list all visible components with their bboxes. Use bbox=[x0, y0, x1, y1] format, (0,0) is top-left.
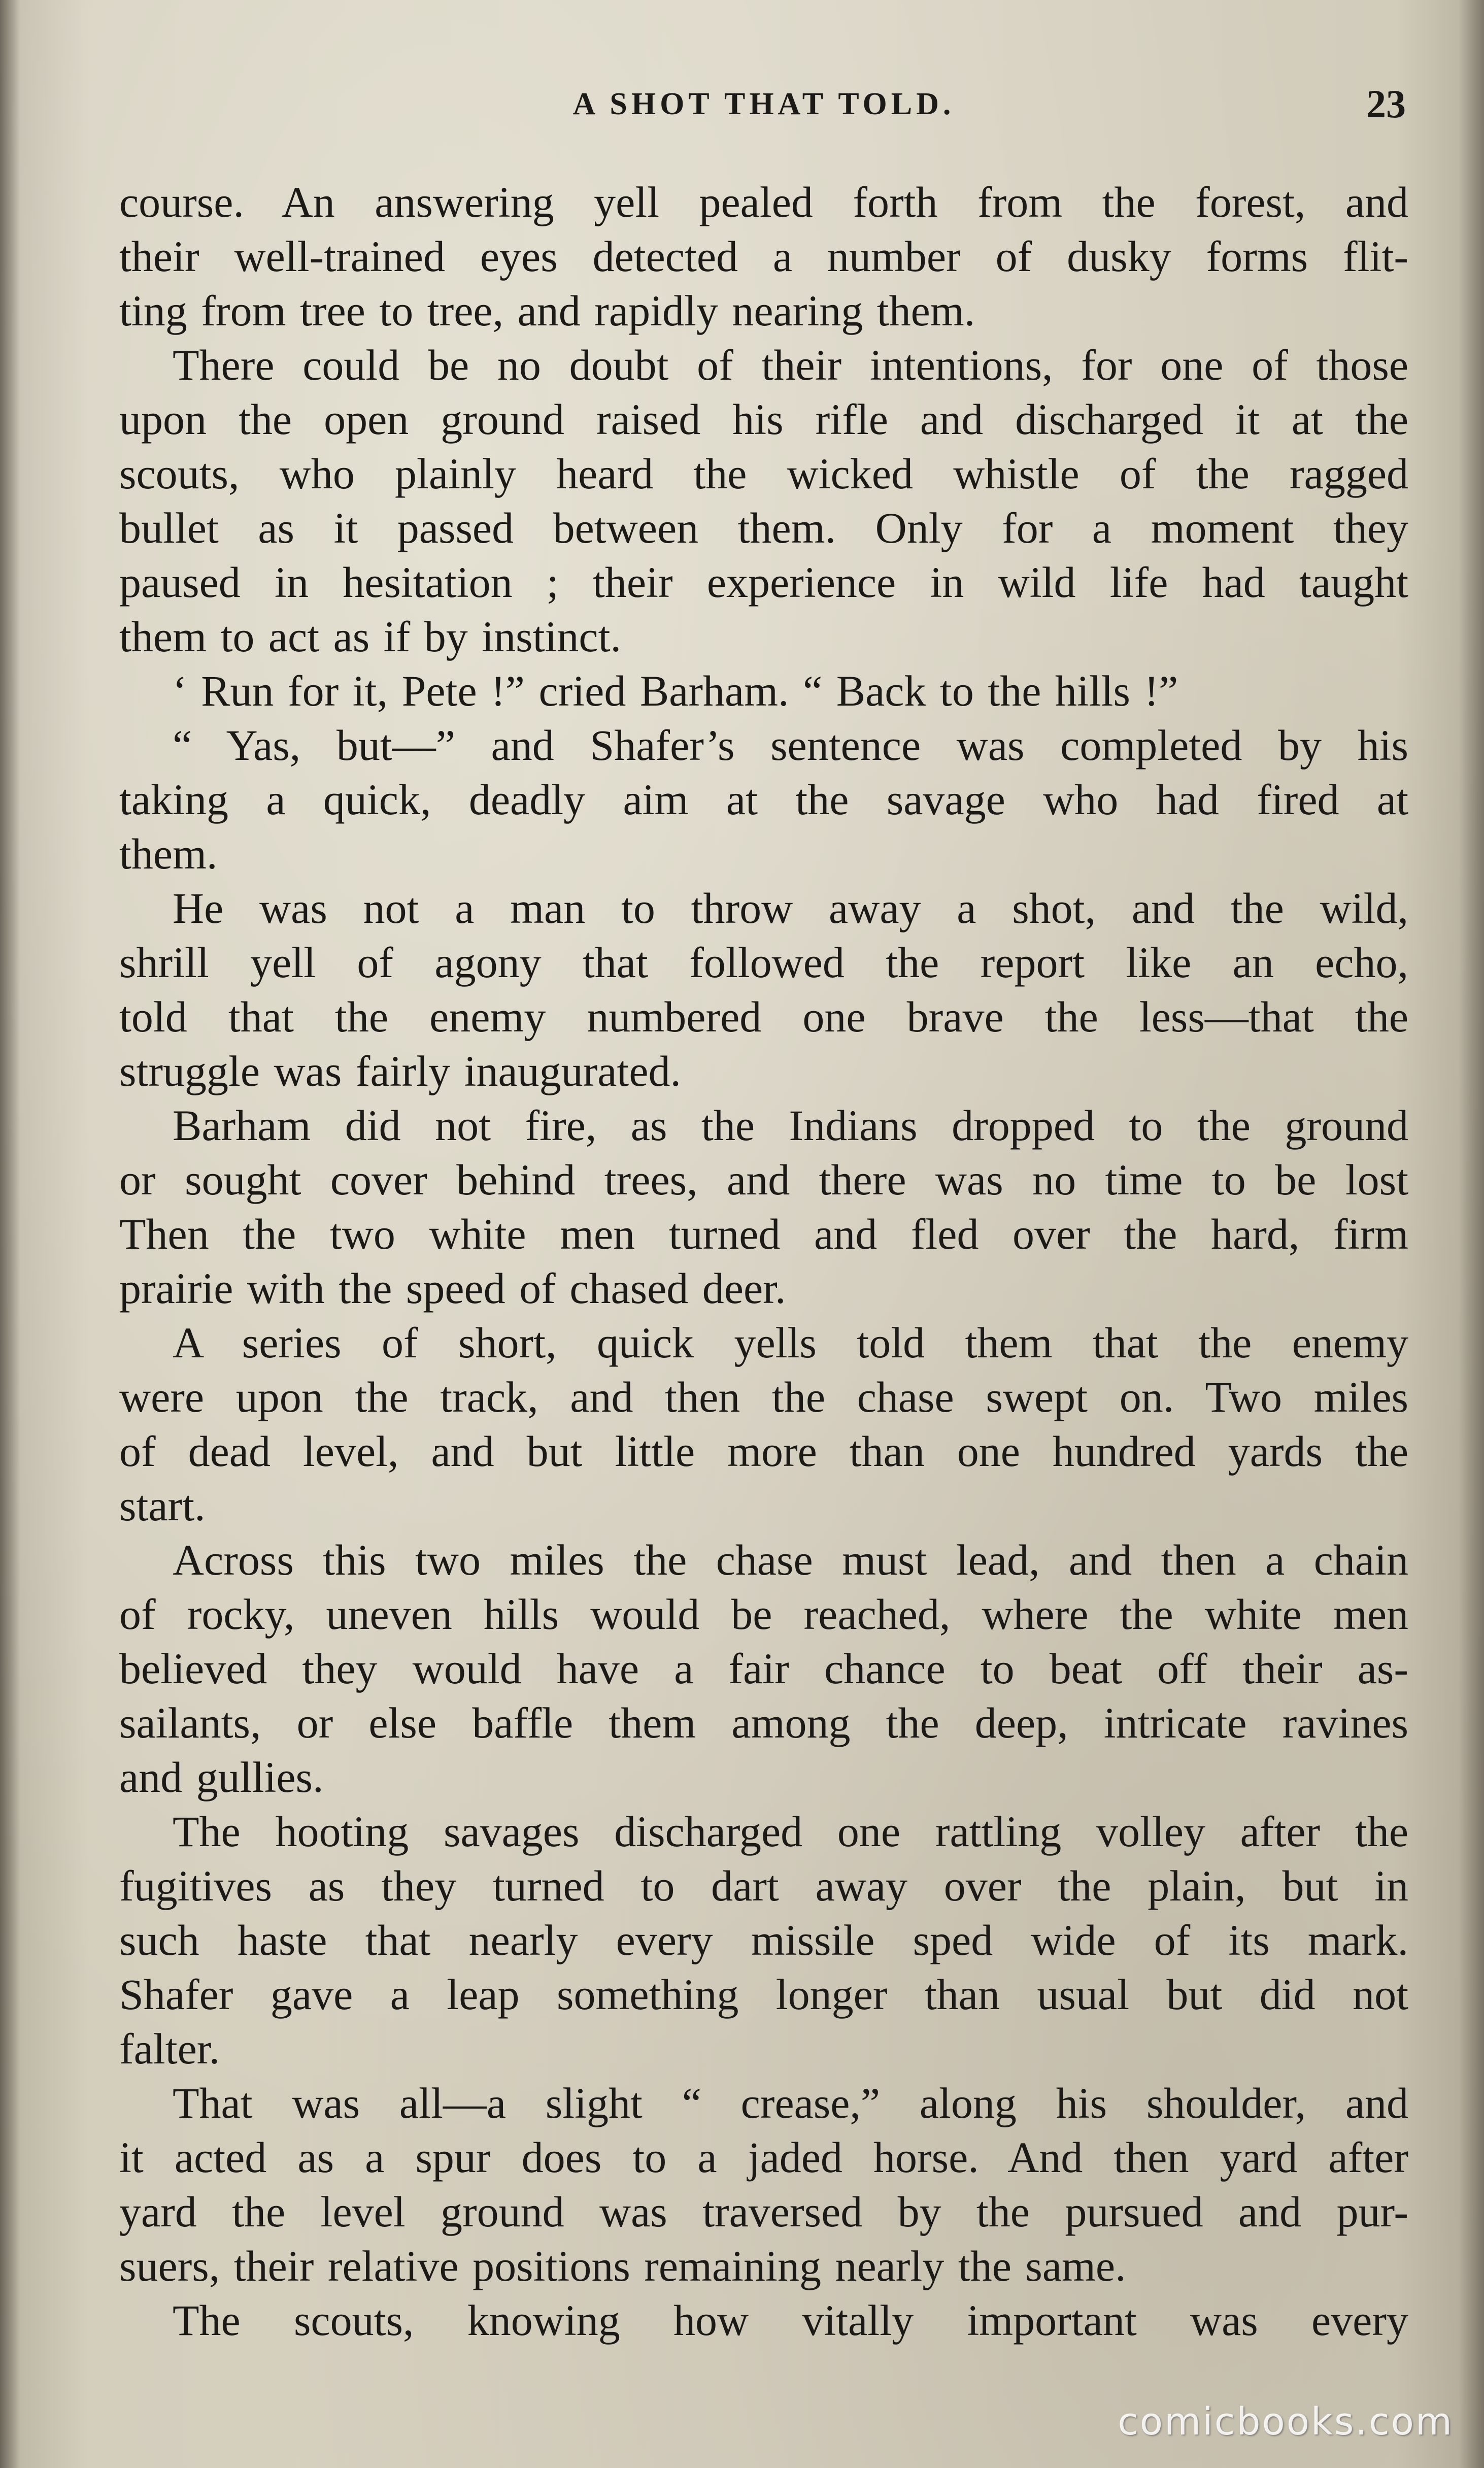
text-line: of dead level, and but little more than one hundred yards the bbox=[119, 1427, 1408, 1476]
text-line: Barham did not fire, as the Indians dropped to the ground bbox=[173, 1101, 1408, 1150]
text-line: were upon the track, and then the chase swept on. Two miles bbox=[119, 1373, 1408, 1421]
text-line: scouts, who plainly heard the wicked whistle of the ragged bbox=[119, 449, 1408, 498]
text-line: “ Yas, but—” and Shafer’s sentence was completed by his bbox=[173, 721, 1408, 770]
text-line: upon the open ground raised his rifle and discharged it at the bbox=[119, 395, 1408, 444]
text-line: it acted as a spur does to a jaded horse. And then yard after bbox=[119, 2133, 1408, 2182]
text-line: them to act as if by instinct. bbox=[119, 612, 621, 661]
text-line: such haste that nearly every missile sped wide of its mark. bbox=[119, 1916, 1408, 1964]
text-line: their well-trained eyes detected a number of dusky forms flit- bbox=[119, 232, 1408, 281]
text-line: yard the level ground was traversed by the pursued and pur- bbox=[119, 2187, 1408, 2236]
text-line: fugitives as they turned to dart away over the plain, but in bbox=[119, 1861, 1408, 1910]
text-line: bullet as it passed between them. Only for a moment they bbox=[119, 504, 1408, 552]
text-line: sailants, or else baffle them among the deep, intricate ravines bbox=[119, 1698, 1408, 1747]
text-line: struggle was fairly inaugurated. bbox=[119, 1047, 681, 1095]
text-line: taking a quick, deadly aim at the savage who had fired at bbox=[119, 775, 1408, 824]
site-watermark: comicbooks.com bbox=[1118, 2400, 1454, 2444]
text-line: The scouts, knowing how vitally important was every bbox=[173, 2296, 1408, 2345]
text-line: ting from tree to tree, and rapidly nearing them. bbox=[119, 286, 975, 335]
text-line: start. bbox=[119, 1481, 206, 1530]
text-line: falter. bbox=[119, 2024, 220, 2073]
running-head: A SHOT THAT TOLD. bbox=[572, 87, 955, 121]
text-line: ‘ Run for it, Pete !” cried Barham. “ Back to the hills !” bbox=[173, 666, 1178, 715]
page-number: 23 bbox=[1366, 82, 1406, 126]
body-text bbox=[119, 175, 1408, 2348]
text-line: Shafer gave a leap something longer than usual but did not bbox=[119, 1970, 1408, 2019]
text-line: or sought cover behind trees, and there was no time to be lost bbox=[119, 1155, 1408, 1204]
text-line: Then the two white men turned and fled over the hard, firm bbox=[119, 1210, 1408, 1258]
text-line: them. bbox=[119, 829, 218, 878]
text-line: A series of short, quick yells told them that the enemy bbox=[173, 1318, 1408, 1367]
text-line: course. An answering yell pealed forth from the forest, and bbox=[119, 178, 1408, 226]
text-line: paused in hesitation ; their experience in wild life had taught bbox=[119, 558, 1408, 607]
text-line: told that the enemy numbered one brave the less—that the bbox=[119, 992, 1408, 1041]
text-line: shrill yell of agony that followed the report like an echo, bbox=[119, 938, 1408, 987]
text-line: The hooting savages discharged one rattling volley after the bbox=[173, 1807, 1408, 1856]
text-line: Across this two miles the chase must lead, and then a chain bbox=[173, 1536, 1408, 1584]
text-line: believed they would have a fair chance to beat off their as- bbox=[119, 1644, 1408, 1693]
text-line: suers, their relative positions remaining nearly the same. bbox=[119, 2242, 1126, 2290]
page-header bbox=[122, 76, 1406, 132]
text-line: That was all—a slight “ crease,” along his shoulder, and bbox=[173, 2079, 1408, 2127]
text-line: prairie with the speed of chased deer. bbox=[119, 1264, 786, 1313]
text-line: He was not a man to throw away a shot, and the wild, bbox=[173, 884, 1408, 932]
text-line: and gullies. bbox=[119, 1753, 324, 1802]
text-line: of rocky, uneven hills would be reached, where the white men bbox=[119, 1590, 1408, 1639]
text-line: There could be no doubt of their intentions, for one of those bbox=[173, 341, 1408, 389]
